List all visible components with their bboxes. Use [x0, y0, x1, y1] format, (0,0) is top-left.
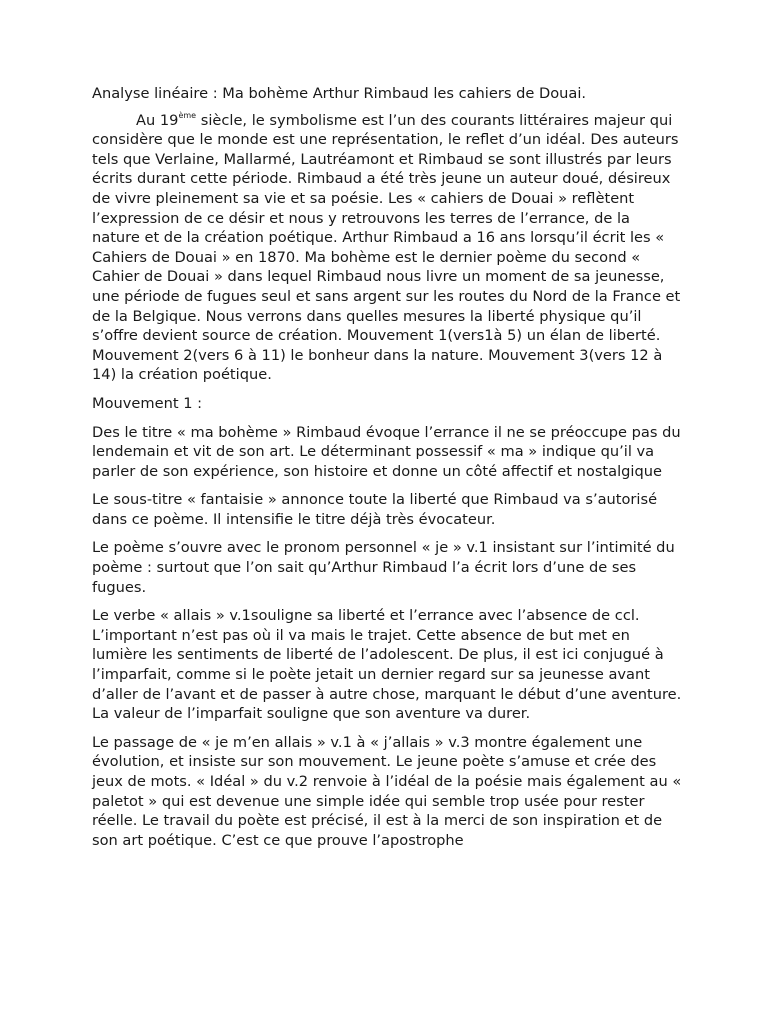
body-paragraph-2: Le sous-titre « fantaisie » annonce toute la liberté que Rimbaud va s’autorisé dans ce poème. Il intensifie le titre déjà très évocateur.: [92, 491, 658, 528]
document-page: [92, 84, 682, 859]
section-heading: Mouvement 1 :: [92, 394, 203, 412]
body-paragraph-5: Le passage de « je m’en allais » v.1 à « j’allais » v.3 montre également une évolution, et insiste sur son mouvement. Le jeune poète s’amuse et crée des jeux de mots. « Idéal » du v.2 renvoie à l’idéal de la poésie mais également au « paletot » qui est devenue une simple idée qui semble trop usée pour rester réelle. Le travail du poète est précisé, il est à la merci de son inspiration et de son art poétique. C’est ce que prouve l’apostrophe: [92, 733, 682, 849]
document-title: Analyse linéaire : Ma bohème Arthur Rimbaud les cahiers de Douai.: [92, 85, 587, 102]
intro-paragraph: [92, 111, 682, 385]
body-paragraph-3: Le poème s’ouvre avec le pronom personnel « je » v.1 insistant sur l’intimité du poème : surtout que l’on sait qu’Arthur Rimbaud l’a écrit lors d’une de ses fugues.: [92, 539, 675, 596]
intro-text: siècle, le symbolisme est l’un des courants littéraires majeur qui considère que le monde est une représentation, le reflet d’un idéal. Des auteurs tels que Verlaine, Mallarmé, Lautréamont et Rimbaud se sont illustrés par leurs écrits durant cette période. Rimbaud a été très jeune un auteur doué, désireux de vivre pleinement sa vie et sa poésie. Les « cahiers de Douai » reflètent l’expression de ce désir et nous y retrouvons les terres de l’errance, de la nature et de la création poétique. Arthur Rimbaud a 16 ans lorsqu’il écrit les « Cahiers de Douai » en 1870. Ma bohème est le dernier poème du second « Cahier de Douai » dans lequel Rimbaud nous livre un moment de sa jeunesse, une période de fugues seul et sans argent sur les routes du Nord de la France et de la Belgique. Nous verrons dans quelles mesures la liberté physique qu’il s’offre devient source de création. Mouvement 1(vers1à 5) un élan de liberté. Mouvement 2(vers 6 à 11) le bonheur dans la nature. Mouvement 3(vers 12 à 14) la création poétique.: [92, 111, 681, 384]
body-paragraph-1: Des le titre « ma bohème » Rimbaud évoque l’errance il ne se préoccupe pas du lendemain et vit de son art. Le déterminant possessif « ma » indique qu’il va parler de son expérience, son histoire et donne un côté affectif et nostalgique: [92, 423, 681, 480]
body-paragraph-4: Le verbe « allais » v.1souligne sa liberté et l’errance avec l’absence de ccl. L’important n’est pas où il va mais le trajet. Cette absence de but met en lumière les sentiments de liberté de l’adolescent. De plus, il est ici conjugué à l’imparfait, comme si le poète jetait un dernier regard sur sa jeunesse avant d’aller de l’avant et de passer à autre chose, marquant le début d’une aventure. La valeur de l’imparfait souligne que son aventure va durer.: [92, 607, 682, 723]
intro-superscript: ème: [178, 110, 197, 120]
intro-prefix: Au 19: [136, 111, 179, 129]
